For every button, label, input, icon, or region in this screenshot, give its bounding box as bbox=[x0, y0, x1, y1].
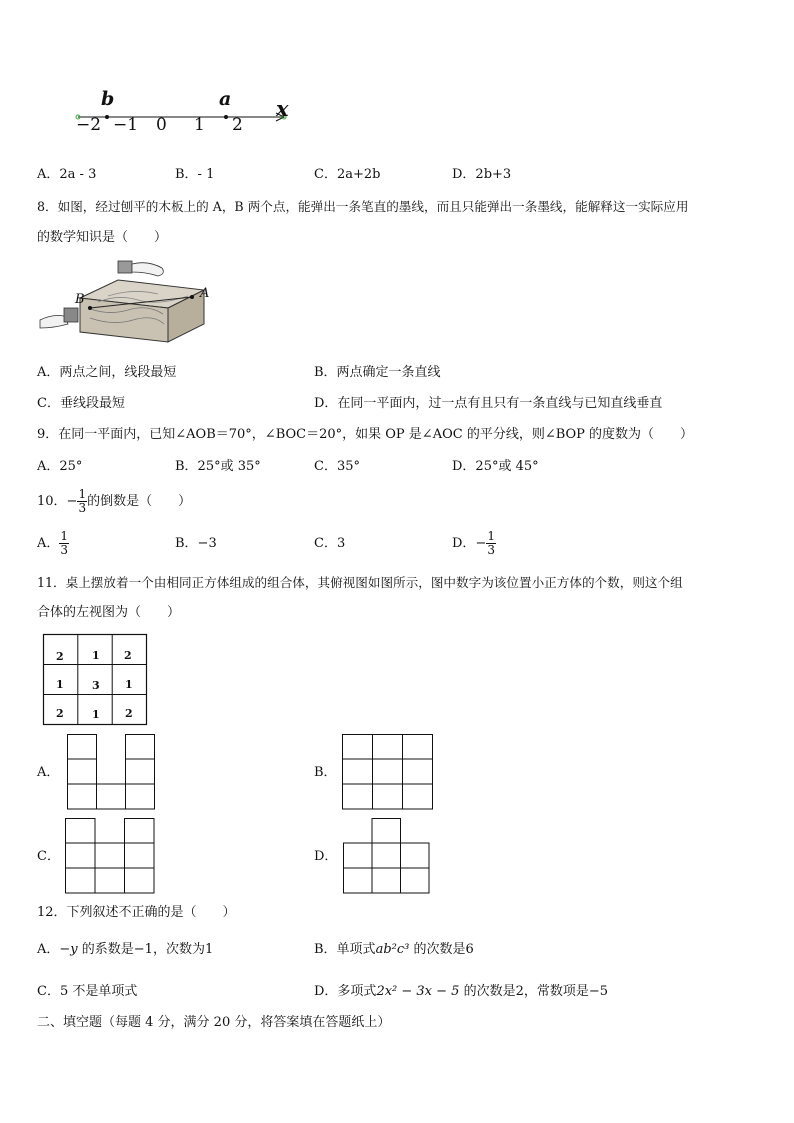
q11-option-a[interactable]: A． bbox=[37, 765, 60, 780]
q11-option-c[interactable]: C． bbox=[37, 849, 60, 864]
q12-option-d[interactable]: D．多项式2x² − 3x − 5 的次数是2，常数项是−5 bbox=[314, 984, 609, 999]
q9-option-b[interactable]: B．25°或 35° bbox=[175, 459, 261, 474]
q11-option-d[interactable]: D． bbox=[314, 849, 338, 864]
q12-b-expr: ab²c³ bbox=[375, 942, 410, 957]
point-a bbox=[224, 115, 228, 119]
q10-stem bbox=[37, 486, 191, 518]
q11-option-a-figure[interactable] bbox=[67, 734, 157, 810]
number-line-label-b: b bbox=[101, 88, 115, 110]
number-line-tick-2: 2 bbox=[232, 115, 243, 135]
wood-label-a: A bbox=[200, 286, 210, 301]
grid-cell: 1 bbox=[56, 678, 64, 691]
wood-board-figure bbox=[38, 258, 210, 344]
q12-option-a[interactable]: A．−y 的系数是−1，次数为1 bbox=[37, 942, 214, 957]
q12-stem: 12．下列叙述不正确的是（ ） bbox=[37, 905, 236, 920]
q10-option-c[interactable]: C．3 bbox=[314, 536, 346, 551]
section-2-heading: 二、填空题（每题 4 分，满分 20 分，将答案填在答题纸上） bbox=[37, 1015, 391, 1030]
grid-cell: 2 bbox=[125, 707, 133, 720]
q9-option-a[interactable]: A．25° bbox=[37, 459, 83, 474]
wood-label-b: B bbox=[75, 292, 85, 307]
q7-option-c[interactable]: C．2a+2b bbox=[314, 167, 381, 182]
q9-stem: 9．在同一平面内，已知∠AOB＝70°，∠BOC＝20°，如果 OP 是∠AOC 的平分线，则∠BOP 的度数为（ ） bbox=[37, 427, 694, 442]
point-b bbox=[105, 115, 109, 119]
q10-suffix: 的倒数是（ ） bbox=[87, 494, 192, 509]
grid-cell: 2 bbox=[56, 650, 64, 663]
number-line-tick--2: −2 bbox=[76, 115, 102, 135]
q7-option-d[interactable]: D．2b+3 bbox=[452, 167, 512, 182]
q8-stem-line2: 的数学知识是（ ） bbox=[37, 230, 168, 245]
q10-fraction: $\frac{1}{3}$ bbox=[78, 487, 87, 515]
number-line-label-x: x bbox=[276, 96, 289, 121]
q11-option-b-figure[interactable] bbox=[342, 734, 433, 810]
q10-minus: − bbox=[66, 494, 78, 509]
q9-option-d[interactable]: D．25°或 45° bbox=[452, 459, 539, 474]
q11-stem-line1: 11．桌上摆放着一个由相同正方体组成的组合体，其俯视图如图所示，图中数字为该位置小正方体的个数，则这个组 bbox=[37, 575, 683, 590]
q12-option-b[interactable]: B．单项式ab²c³ 的次数是6 bbox=[314, 942, 474, 957]
grid-cell: 2 bbox=[56, 707, 64, 720]
number-line-tick--1: −1 bbox=[113, 115, 139, 135]
number-line-tick-0: 0 bbox=[156, 115, 167, 135]
q7-option-b[interactable]: B．- 1 bbox=[175, 167, 215, 182]
grid-cell: 3 bbox=[92, 679, 100, 692]
grid-cell: 1 bbox=[125, 678, 133, 691]
q10-option-d[interactable]: D．− $\frac{1}{3}$ bbox=[452, 529, 495, 557]
q11-option-d-figure[interactable] bbox=[343, 818, 430, 894]
q11-option-c-figure[interactable] bbox=[65, 818, 155, 894]
q8-option-b[interactable]: B．两点确定一条直线 bbox=[314, 365, 441, 380]
q10-prefix: 10． bbox=[37, 494, 67, 509]
q8-stem-line1: 8．如图，经过刨平的木板上的 A，B 两个点，能弹出一条笔直的墨线，而且只能弹出一条墨线，能解释这一实际应用 bbox=[37, 199, 689, 214]
number-line-label-a: a bbox=[219, 88, 232, 110]
q12-a-expr: −y bbox=[59, 942, 78, 957]
q8-option-d[interactable]: D．在同一平面内，过一点有且只有一条直线与已知直线垂直 bbox=[314, 396, 663, 411]
number-line-tick-1: 1 bbox=[194, 115, 205, 135]
q10-option-b[interactable]: B．−3 bbox=[175, 536, 217, 551]
q8-option-a[interactable]: A．两点之间，线段最短 bbox=[37, 365, 177, 380]
q12-d-expr: 2x² − 3x − 5 bbox=[376, 984, 460, 999]
q11-option-b[interactable]: B． bbox=[314, 765, 337, 780]
q10-option-a[interactable]: A． $\frac{1}{3}$ bbox=[37, 529, 69, 557]
q8-option-c[interactable]: C．垂线段最短 bbox=[37, 396, 125, 411]
q9-option-c[interactable]: C．35° bbox=[314, 459, 360, 474]
grid-cell: 1 bbox=[92, 649, 100, 662]
q11-stem-line2: 合体的左视图为（ ） bbox=[37, 605, 181, 620]
grid-cell: 1 bbox=[92, 708, 100, 721]
q7-option-a[interactable]: A．2a - 3 bbox=[37, 167, 97, 182]
grid-cell: 2 bbox=[124, 649, 132, 662]
q12-option-c[interactable]: C．5 不是单项式 bbox=[37, 984, 138, 999]
